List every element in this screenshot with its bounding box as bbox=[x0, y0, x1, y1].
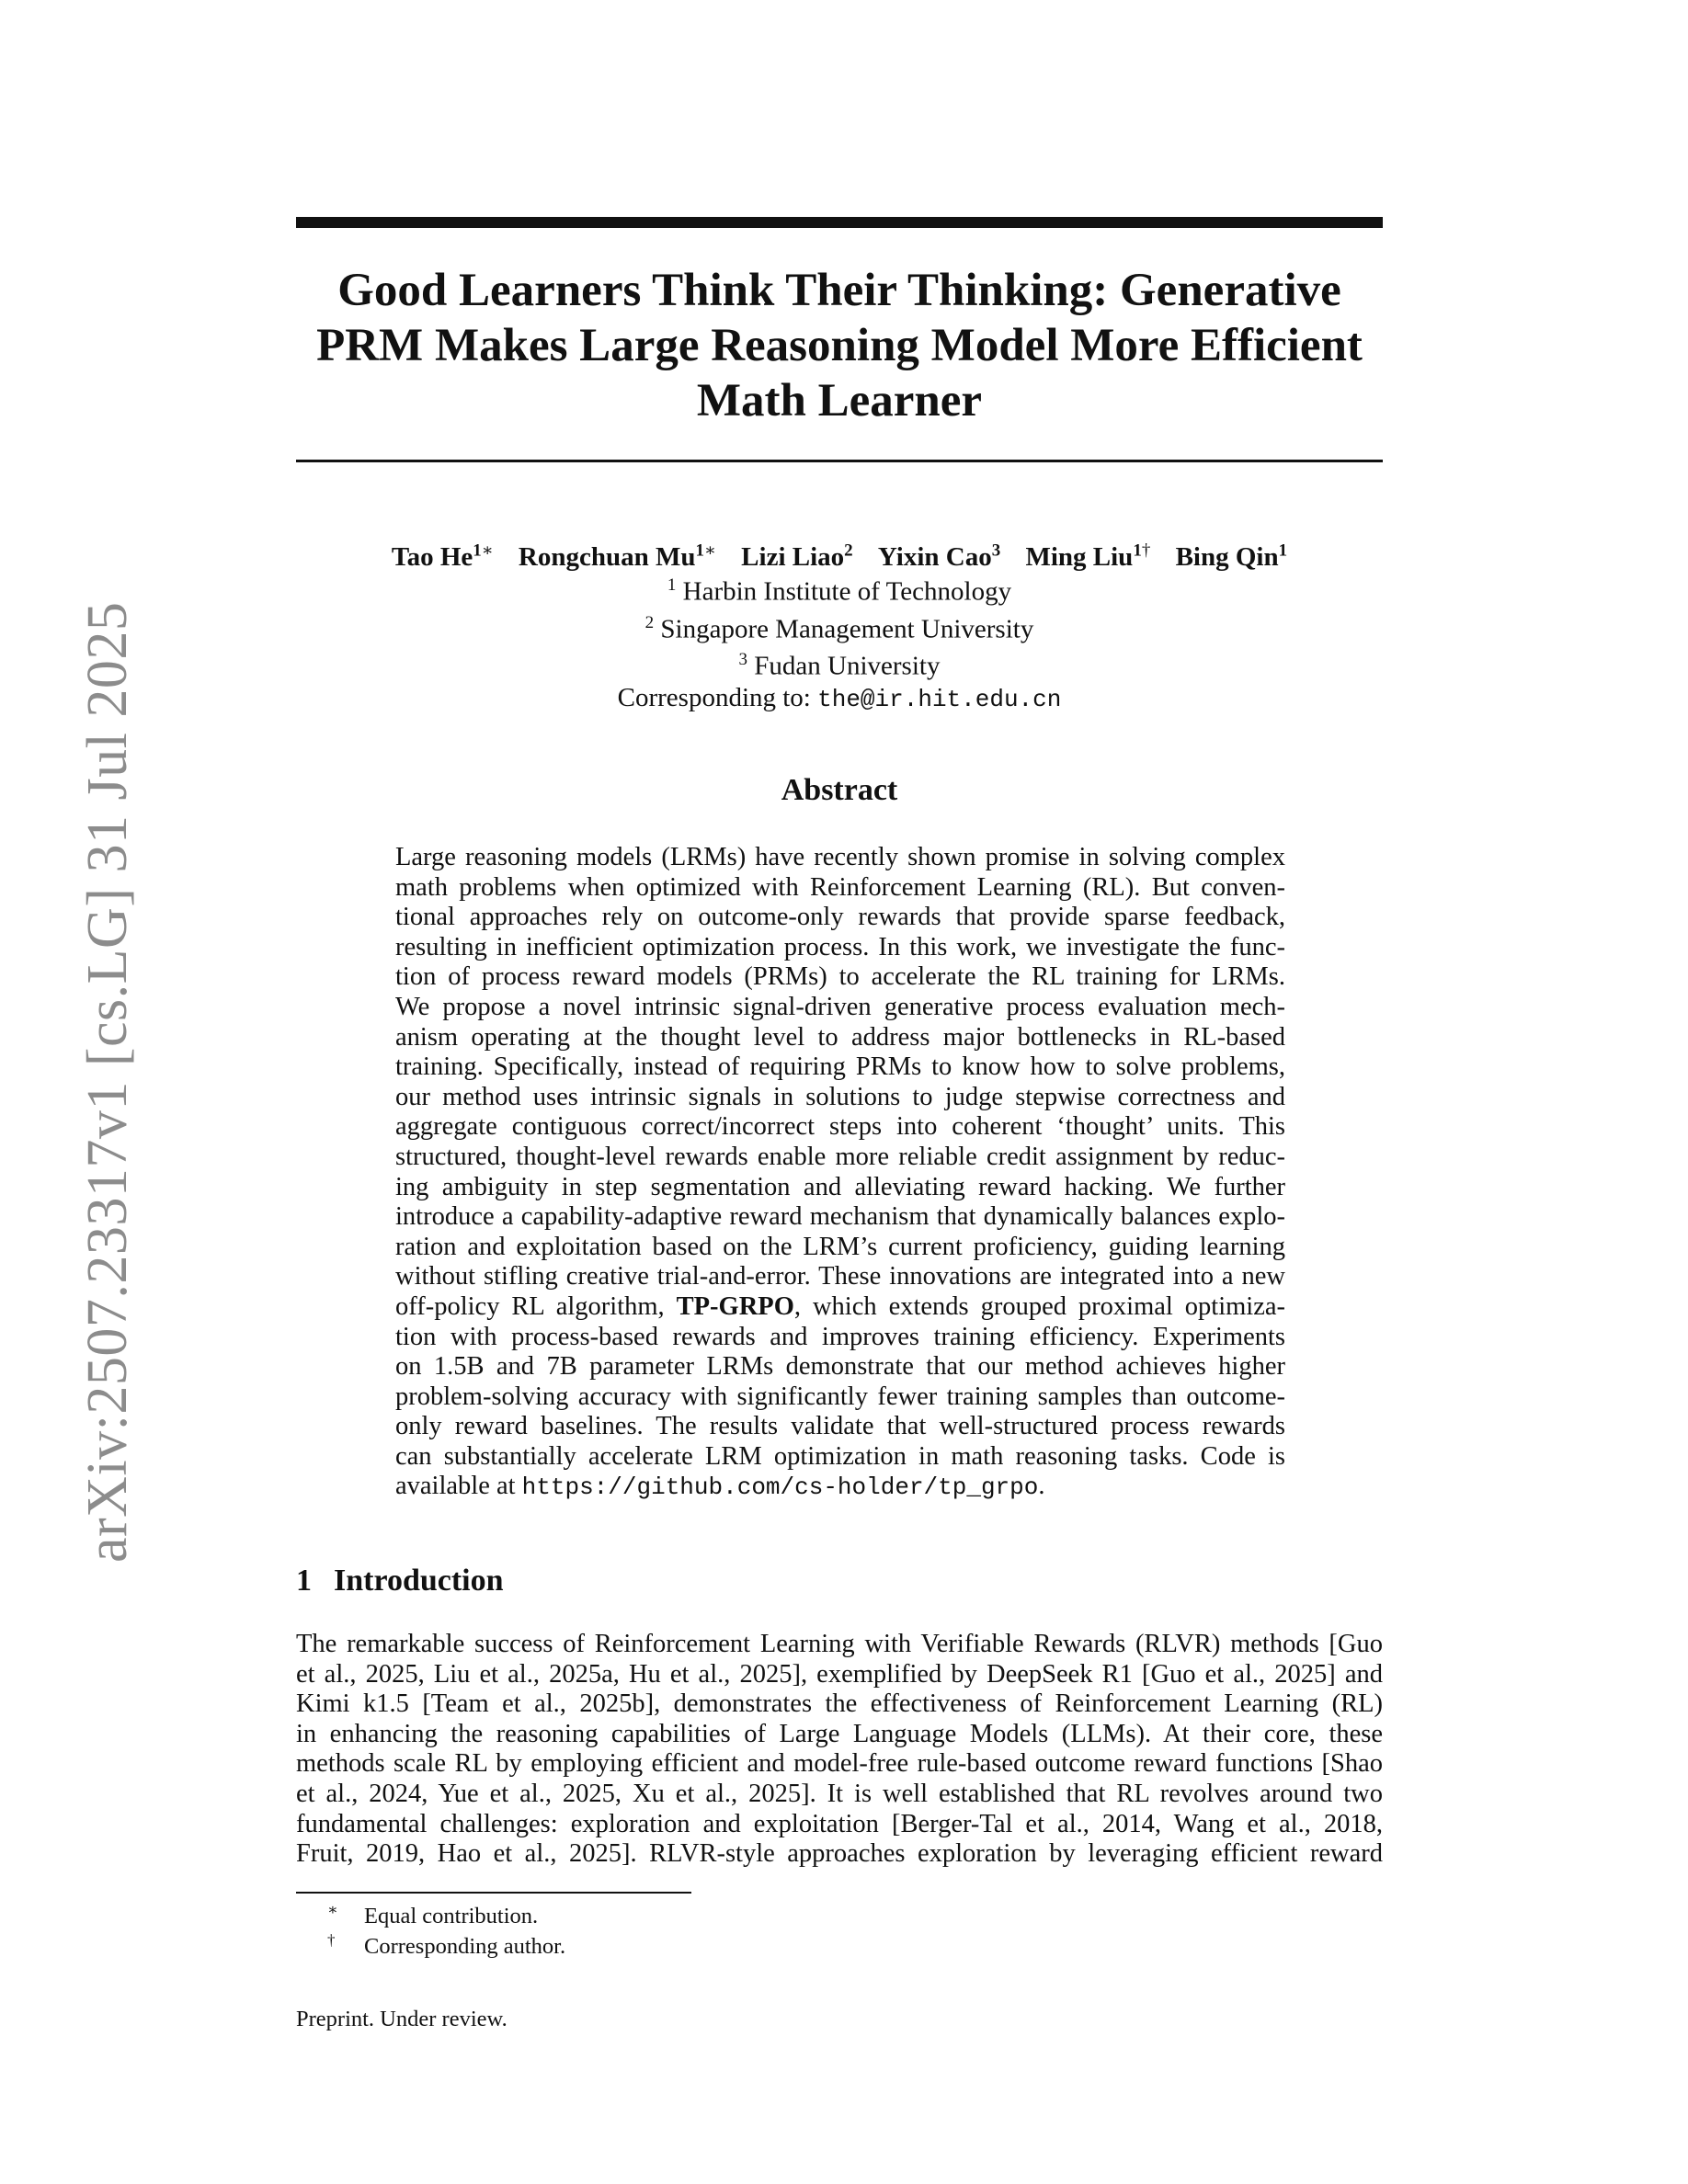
author bbox=[1176, 542, 1288, 572]
abstract-line: introduce a capability-adaptive reward mechanism that dynamically balances explo- bbox=[395, 1202, 1285, 1232]
abstract-line: only reward baselines. The results validate that well-structured process rewards bbox=[395, 1412, 1285, 1441]
abstract-line: resulting in inefficient optimization process. In this work, we investigate the func- bbox=[395, 932, 1285, 961]
method-name: TP-GRPO bbox=[676, 1291, 794, 1321]
author-affiliation-index: 1 bbox=[1278, 540, 1288, 560]
footnote bbox=[327, 1931, 565, 1962]
abstract-line: problem-solving accuracy with significantly fewer training samples than outcome- bbox=[395, 1382, 1285, 1411]
paper-title bbox=[296, 263, 1383, 428]
author bbox=[392, 542, 494, 572]
footnote-text: Equal contribution. bbox=[364, 1904, 539, 1928]
abstract-text: . bbox=[1038, 1472, 1045, 1501]
arxiv-identifier: arXiv:2507.23317v1 [cs.LG] 31 Jul 2025 bbox=[76, 601, 139, 1563]
author-affiliation-index: 1 bbox=[1133, 540, 1142, 560]
abstract-line: on 1.5B and 7B parameter LRMs demonstrate that our method achieves higher bbox=[395, 1352, 1285, 1382]
abstract-line: Large reasoning models (LRMs) have recently shown promise in solving complex bbox=[395, 843, 1285, 871]
preprint-note: Preprint. Under review. bbox=[296, 2007, 508, 2031]
abstract-text: off-policy RL algorithm, bbox=[395, 1291, 677, 1321]
author bbox=[878, 542, 1000, 572]
abstract-line: tion with process-based rewards and improves training efficiency. Experiments bbox=[395, 1322, 1285, 1351]
author bbox=[1025, 542, 1150, 572]
affiliation-list bbox=[296, 570, 1383, 715]
footnote-mark: ∗ bbox=[327, 1901, 338, 1918]
footnote-text: Corresponding author. bbox=[364, 1934, 566, 1959]
introduction-body bbox=[296, 1630, 1383, 1870]
abstract-line: our method uses intrinsic signals in solutions to judge stepwise correctness and bbox=[395, 1082, 1285, 1111]
paragraph-line: et al., 2025, Liu et al., 2025a, Hu et al., 2025], exemplified by DeepSeek R1 [Guo et al., 2025] and bbox=[296, 1659, 1383, 1689]
affiliation-name: Harbin Institute of Technology bbox=[682, 576, 1012, 607]
abstract-text: available at bbox=[395, 1472, 522, 1501]
author-name: Tao He bbox=[391, 541, 473, 572]
abstract-line: ration and exploitation based on the LRM’s current proficiency, guiding learning bbox=[395, 1232, 1285, 1261]
author-mark: ∗ bbox=[704, 540, 716, 560]
paragraph-line: The remarkable success of Reinforcement Learning with Verifiable Rewards (RLVR) methods [Guo bbox=[296, 1630, 1383, 1658]
abstract-line: can substantially accelerate LRM optimization in math reasoning tasks. Code is bbox=[395, 1441, 1285, 1471]
author-name: Lizi Liao bbox=[741, 541, 845, 572]
abstract-line-method bbox=[395, 1292, 1285, 1323]
affiliation-index: 3 bbox=[738, 650, 748, 670]
abstract-line: structured, thought-level rewards enable more reliable credit assignment by reduc- bbox=[395, 1142, 1285, 1171]
affiliation bbox=[296, 644, 1383, 682]
abstract-line: aggregate contiguous correct/incorrect steps into coherent ‘thought’ units. This bbox=[395, 1112, 1285, 1142]
footnotes bbox=[327, 1901, 565, 1962]
author-mark: ∗ bbox=[481, 540, 494, 560]
paragraph-line: fundamental challenges: exploration and exploitation [Berger-Tal et al., 2014, Wang et al., 2018, bbox=[296, 1809, 1383, 1838]
abstract-line: math problems when optimized with Reinforcement Learning (RL). But conven- bbox=[395, 872, 1285, 902]
author-list bbox=[296, 535, 1383, 573]
abstract-text: , which extends grouped proximal optimiza- bbox=[793, 1291, 1285, 1321]
footnote-rule bbox=[296, 1892, 691, 1894]
paragraph-line: methods scale RL by employing efficient and model-free rule-based outcome reward functions [Shao bbox=[296, 1749, 1383, 1779]
title-top-rule bbox=[296, 217, 1383, 228]
affiliation bbox=[296, 608, 1383, 645]
author-mark: † bbox=[1141, 540, 1151, 560]
footnote-mark: † bbox=[327, 1931, 336, 1949]
affiliation-name: Fudan University bbox=[754, 651, 941, 681]
title-line: Math Learner bbox=[696, 375, 983, 427]
title-line: Good Learners Think Their Thinking: Generative bbox=[337, 265, 1341, 316]
author-affiliation-index: 2 bbox=[844, 540, 853, 560]
footnote bbox=[327, 1901, 565, 1931]
abstract-line: ing ambiguity in step segmentation and alleviating reward hacking. We further bbox=[395, 1172, 1285, 1201]
affiliation-name: Singapore Management University bbox=[660, 614, 1034, 644]
section-number: 1 bbox=[296, 1564, 312, 1598]
abstract-line: anism operating at the thought level to address major bottlenecks in RL-based bbox=[395, 1022, 1285, 1052]
abstract-body bbox=[395, 843, 1285, 1502]
abstract-heading: Abstract bbox=[781, 773, 898, 807]
corresponding-line bbox=[296, 682, 1383, 715]
abstract-line: tion of process reward models (PRMs) to accelerate the RL training for LRMs. bbox=[395, 962, 1285, 992]
title-bottom-rule bbox=[296, 460, 1383, 462]
title-line: PRM Makes Large Reasoning Model More Efficient bbox=[316, 320, 1363, 371]
affiliation-index: 1 bbox=[667, 575, 677, 595]
abstract-line: training. Specifically, instead of requiring PRMs to know how to solve problems, bbox=[395, 1052, 1285, 1082]
author-name: Bing Qin bbox=[1175, 541, 1279, 572]
affiliation bbox=[296, 570, 1383, 608]
abstract-line: We propose a novel intrinsic signal-driven generative process evaluation mech- bbox=[395, 992, 1285, 1021]
author bbox=[741, 542, 852, 572]
author-name: Ming Liu bbox=[1025, 541, 1134, 572]
paragraph-line: et al., 2024, Yue et al., 2025, Xu et al., 2025]. It is well established that RL revolves around two bbox=[296, 1779, 1383, 1808]
author-name: Rongchuan Mu bbox=[518, 541, 696, 572]
paragraph-line: Fruit, 2019, Hao et al., 2025]. RLVR-style approaches exploration by leveraging efficient reward bbox=[296, 1839, 1383, 1869]
affiliation-index: 2 bbox=[644, 612, 655, 632]
abstract-line-code bbox=[395, 1472, 1285, 1502]
author-name: Yixin Cao bbox=[877, 541, 992, 572]
section-title: Introduction bbox=[334, 1564, 504, 1598]
corresponding-email[interactable]: the@ir.hit.edu.cn bbox=[817, 685, 1062, 713]
section-heading-introduction bbox=[296, 1563, 504, 1599]
author bbox=[519, 542, 716, 572]
paragraph-line: in enhancing the reasoning capabilities of Large Language Models (LLMs). At their core, these bbox=[296, 1719, 1383, 1748]
author-affiliation-index: 1 bbox=[695, 540, 704, 560]
abstract-line: tional approaches rely on outcome-only rewards that provide sparse feedback, bbox=[395, 903, 1285, 932]
code-link[interactable]: https://github.com/cs-holder/tp_grpo bbox=[521, 1473, 1039, 1502]
author-affiliation-index: 3 bbox=[991, 540, 1001, 560]
author-affiliation-index: 1 bbox=[473, 540, 482, 560]
corresponding-label: Corresponding to: bbox=[617, 682, 818, 712]
paragraph-line: Kimi k1.5 [Team et al., 2025b], demonstrates the effectiveness of Reinforcement Learning (RL) bbox=[296, 1689, 1383, 1719]
abstract-line: without stifling creative trial-and-error. These innovations are integrated into a new bbox=[395, 1262, 1285, 1291]
